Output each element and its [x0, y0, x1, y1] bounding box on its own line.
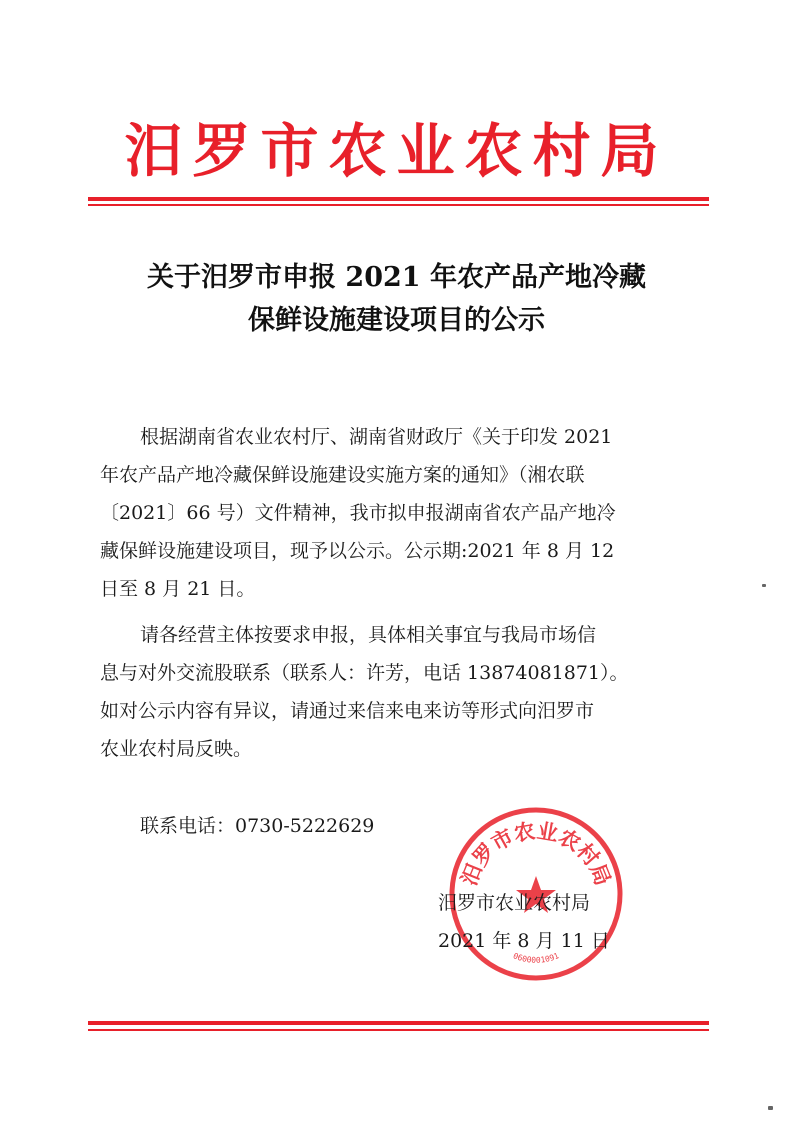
notice-title-line1: 关于汨罗市申报 2021 年农产品产地冷藏	[147, 262, 646, 293]
footer-rule	[88, 1021, 709, 1025]
paragraph-1	[100, 418, 670, 608]
paragraph-line: 日至 8 月 21 日。	[100, 578, 256, 600]
footer-rule-thin	[88, 1029, 709, 1031]
seal-serial: 0600001091	[511, 951, 561, 965]
letterhead-rule	[88, 197, 709, 201]
paragraph-line: 〔2021〕66 号）文件精神，我市拟申报湖南省农产品产地冷	[100, 502, 616, 524]
letterhead-rule-thin	[88, 204, 709, 206]
scan-speck	[762, 584, 766, 587]
paragraph-line: 年农产品产地冷藏保鲜设施建设实施方案的通知》（湘农联	[100, 464, 585, 486]
letterhead-title: 汨罗市农业农村局	[124, 117, 669, 185]
paragraph-line: 如对公示内容有异议，请通过来信来电来访等形式向汨罗市	[100, 700, 595, 722]
notice-title-line2: 保鲜设施建设项目的公示	[248, 305, 545, 336]
paragraph-line: 根据湖南省农业农村厅、湖南省财政厅《关于印发 2021	[140, 426, 613, 448]
paragraph-line: 息与对外交流股联系（联系人：许芳，电话 13874081871）。	[100, 662, 629, 684]
seal-text: 汨罗市农业农村局	[455, 817, 617, 889]
paragraph-line: 请各经营主体按要求申报，具体相关事宜与我局市场信	[140, 624, 597, 646]
contact-phone: 联系电话：0730-5222629	[140, 815, 375, 837]
paragraph-2	[100, 616, 670, 768]
signature-org: 汨罗市农业农村局	[438, 892, 591, 914]
signature-date: 2021 年 8 月 11 日	[438, 930, 610, 952]
paragraph-line: 农业农村局反映。	[100, 738, 253, 760]
scan-speck	[768, 1106, 773, 1110]
paragraph-line: 藏保鲜设施建设项目，现予以公示。公示期:2021 年 8 月 12	[100, 540, 615, 562]
